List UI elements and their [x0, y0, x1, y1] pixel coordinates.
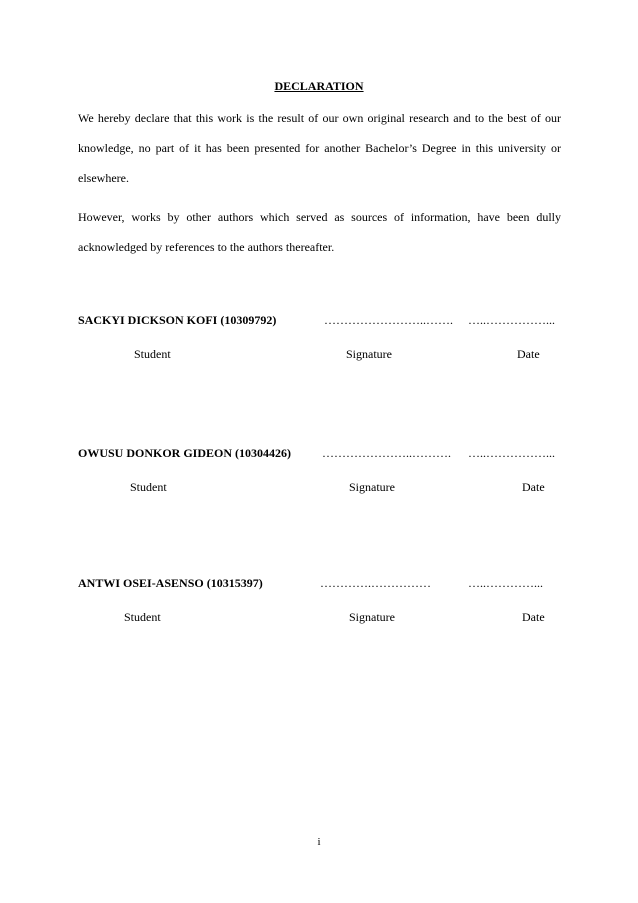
student-label: Student: [124, 610, 161, 624]
signature-label: Signature: [346, 347, 392, 361]
student-name: OWUSU DONKOR GIDEON (10304426): [78, 446, 292, 460]
signature-line: …………………..……….: [322, 446, 451, 460]
signature-label: Signature: [349, 610, 395, 624]
date-label: Date: [522, 610, 545, 624]
signature-label: Signature: [349, 480, 395, 494]
signatory-block: [0, 576, 638, 636]
signatory-block: [0, 446, 638, 506]
page-number: i: [317, 836, 321, 848]
date-label: Date: [517, 347, 540, 361]
student-label: Student: [134, 347, 171, 361]
signature-line: ………….……………: [320, 576, 431, 590]
date-line: …..……………...: [468, 446, 555, 460]
student-name: SACKYI DICKSON KOFI (10309792): [78, 313, 277, 327]
date-label: Date: [522, 480, 545, 494]
declaration-paragraph: We hereby declare that this work is the result of our own original research and to the best of our knowledge, no part of it has been presented for another Bachelor’s Degree in this university or elsewhere.: [78, 111, 561, 185]
page-title: DECLARATION: [274, 79, 364, 93]
date-line: …..……………...: [468, 313, 555, 327]
acknowledgement-paragraph: However, works by other authors which served as sources of information, have been dully acknowledged by references to the authors thereafter.: [78, 210, 561, 254]
date-line: …..…………...: [468, 576, 543, 590]
student-name: ANTWI OSEI-ASENSO (10315397): [78, 576, 263, 590]
signature-line: ……………………..…….: [324, 313, 453, 327]
signatory-block: [0, 313, 638, 373]
student-label: Student: [130, 480, 167, 494]
